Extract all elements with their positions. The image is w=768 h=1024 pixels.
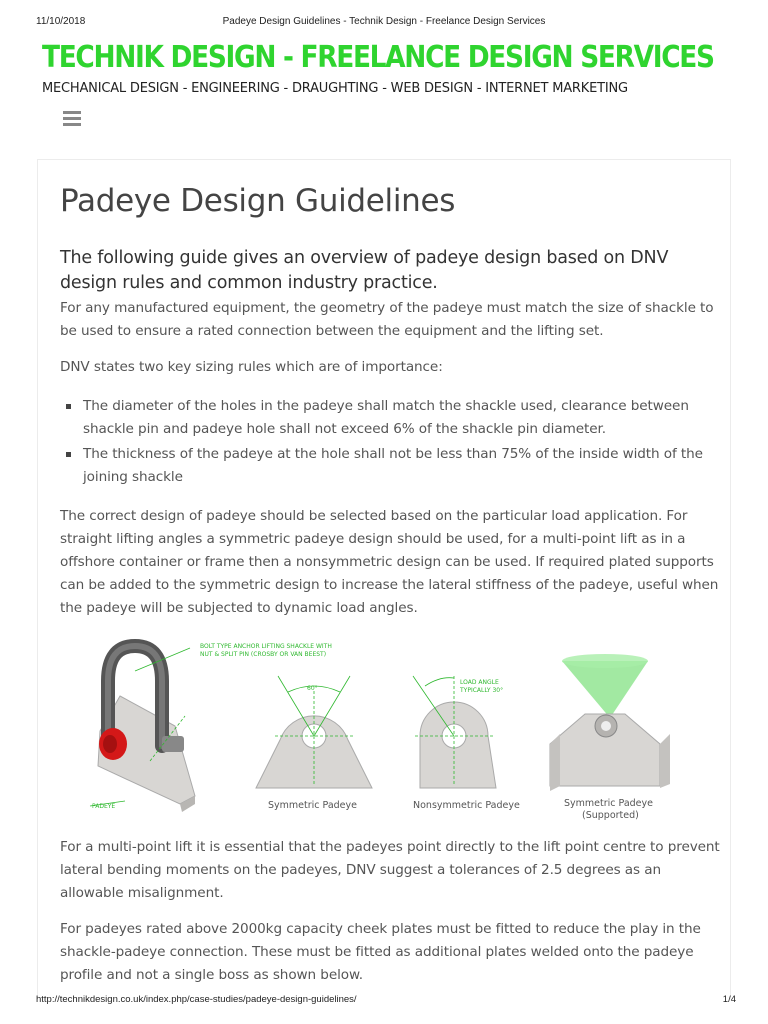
label-padeye: PADEYE [92, 803, 116, 810]
note-shackle-line-2: NUT & SPLIT PIN (CROSBY OR VAN BEEST) [200, 651, 327, 658]
page-url[interactable]: http://technikdesign.co.uk/index.php/case-studies/padeye-design-guidelines/ [36, 994, 357, 1005]
page-title: Padeye Design Guidelines [60, 183, 456, 219]
paragraph-4: For a multi-point lift it is essential that the padeyes point directly to the lift point centre to prevent lateral bending moments on the padeyes, DNV suggest a tolerances of 2.5 degrees as an allowable misalignment. [60, 839, 720, 901]
list-item: The diameter of the holes in the padeye shall match the shackle used, clearance between shackle pin and padeye hole shall not exceed 6% of the shackle pin diameter. [60, 395, 725, 441]
site-tagline: MECHANICAL DESIGN - ENGINEERING - DRAUGHTING - WEB DESIGN - INTERNET MARKETING [42, 81, 628, 96]
angle-60-label: 60° [307, 685, 318, 692]
print-header [0, 16, 768, 30]
caption-symmetric-padeye: Symmetric Padeye [268, 800, 357, 811]
padeye-diagram [80, 636, 690, 826]
sizing-rules-list [60, 395, 725, 491]
shackle-padeye-illustration [90, 646, 195, 812]
list-item: The thickness of the padeye at the hole shall not be less than 75% of the inside width of the joining shackle [60, 443, 725, 489]
caption-nonsymmetric-padeye: Nonsymmetric Padeye [413, 800, 520, 811]
note-shackle-line-1: BOLT TYPE ANCHOR LIFTING SHACKLE WITH [200, 643, 332, 650]
paragraph-5: For padeyes rated above 2000kg capacity cheek plates must be fitted to reduce the play in the shackle-padeye connection. These must be fitted as additional plates welded onto the padeye profile and not a single boss as shown below. [60, 921, 701, 983]
print-footer [0, 994, 768, 1008]
note-load-angle-1: LOAD ANGLE [460, 679, 499, 686]
paragraph-1: For any manufactured equipment, the geometry of the padeye must match the size of shackle to be used to ensure a rated connection between the equipment and the lifting set. [60, 300, 714, 339]
caption-supported-padeye-2: (Supported) [582, 810, 639, 821]
bullet-square-icon [66, 404, 71, 409]
print-page-title: Padeye Design Guidelines - Technik Design - Freelance Design Services [222, 16, 546, 27]
print-date: 11/10/2018 [36, 16, 86, 27]
note-load-angle-2: TYPICALLY 30° [460, 687, 504, 694]
caption-supported-padeye-1: Symmetric Padeye [564, 798, 653, 809]
supported-padeye-shape [550, 654, 670, 791]
page-number: 1/4 [722, 994, 736, 1005]
article-lead: The following guide gives an overview of padeye design based on DNV design rules and common industry practice. [60, 248, 669, 293]
paragraph-2: DNV states two key sizing rules which are of importance: [60, 359, 443, 375]
symmetric-padeye-shape [256, 676, 372, 788]
hamburger-menu-icon[interactable] [63, 111, 81, 127]
site-title[interactable]: TECHNIK DESIGN - FREELANCE DESIGN SERVICES [42, 40, 714, 75]
bullet-square-icon [66, 452, 71, 457]
paragraph-3: The correct design of padeye should be selected based on the particular load application. For straight lifting angles a symmetric padeye design should be used, for a multi-point lift as in a offshore container or frame then a nonsymmetric design can be used. If required plated supports can be added to the symmetric design to increase the lateral stiffness of the padeye, useful when the padeye will be subjected to dynamic load angles. [60, 508, 719, 616]
